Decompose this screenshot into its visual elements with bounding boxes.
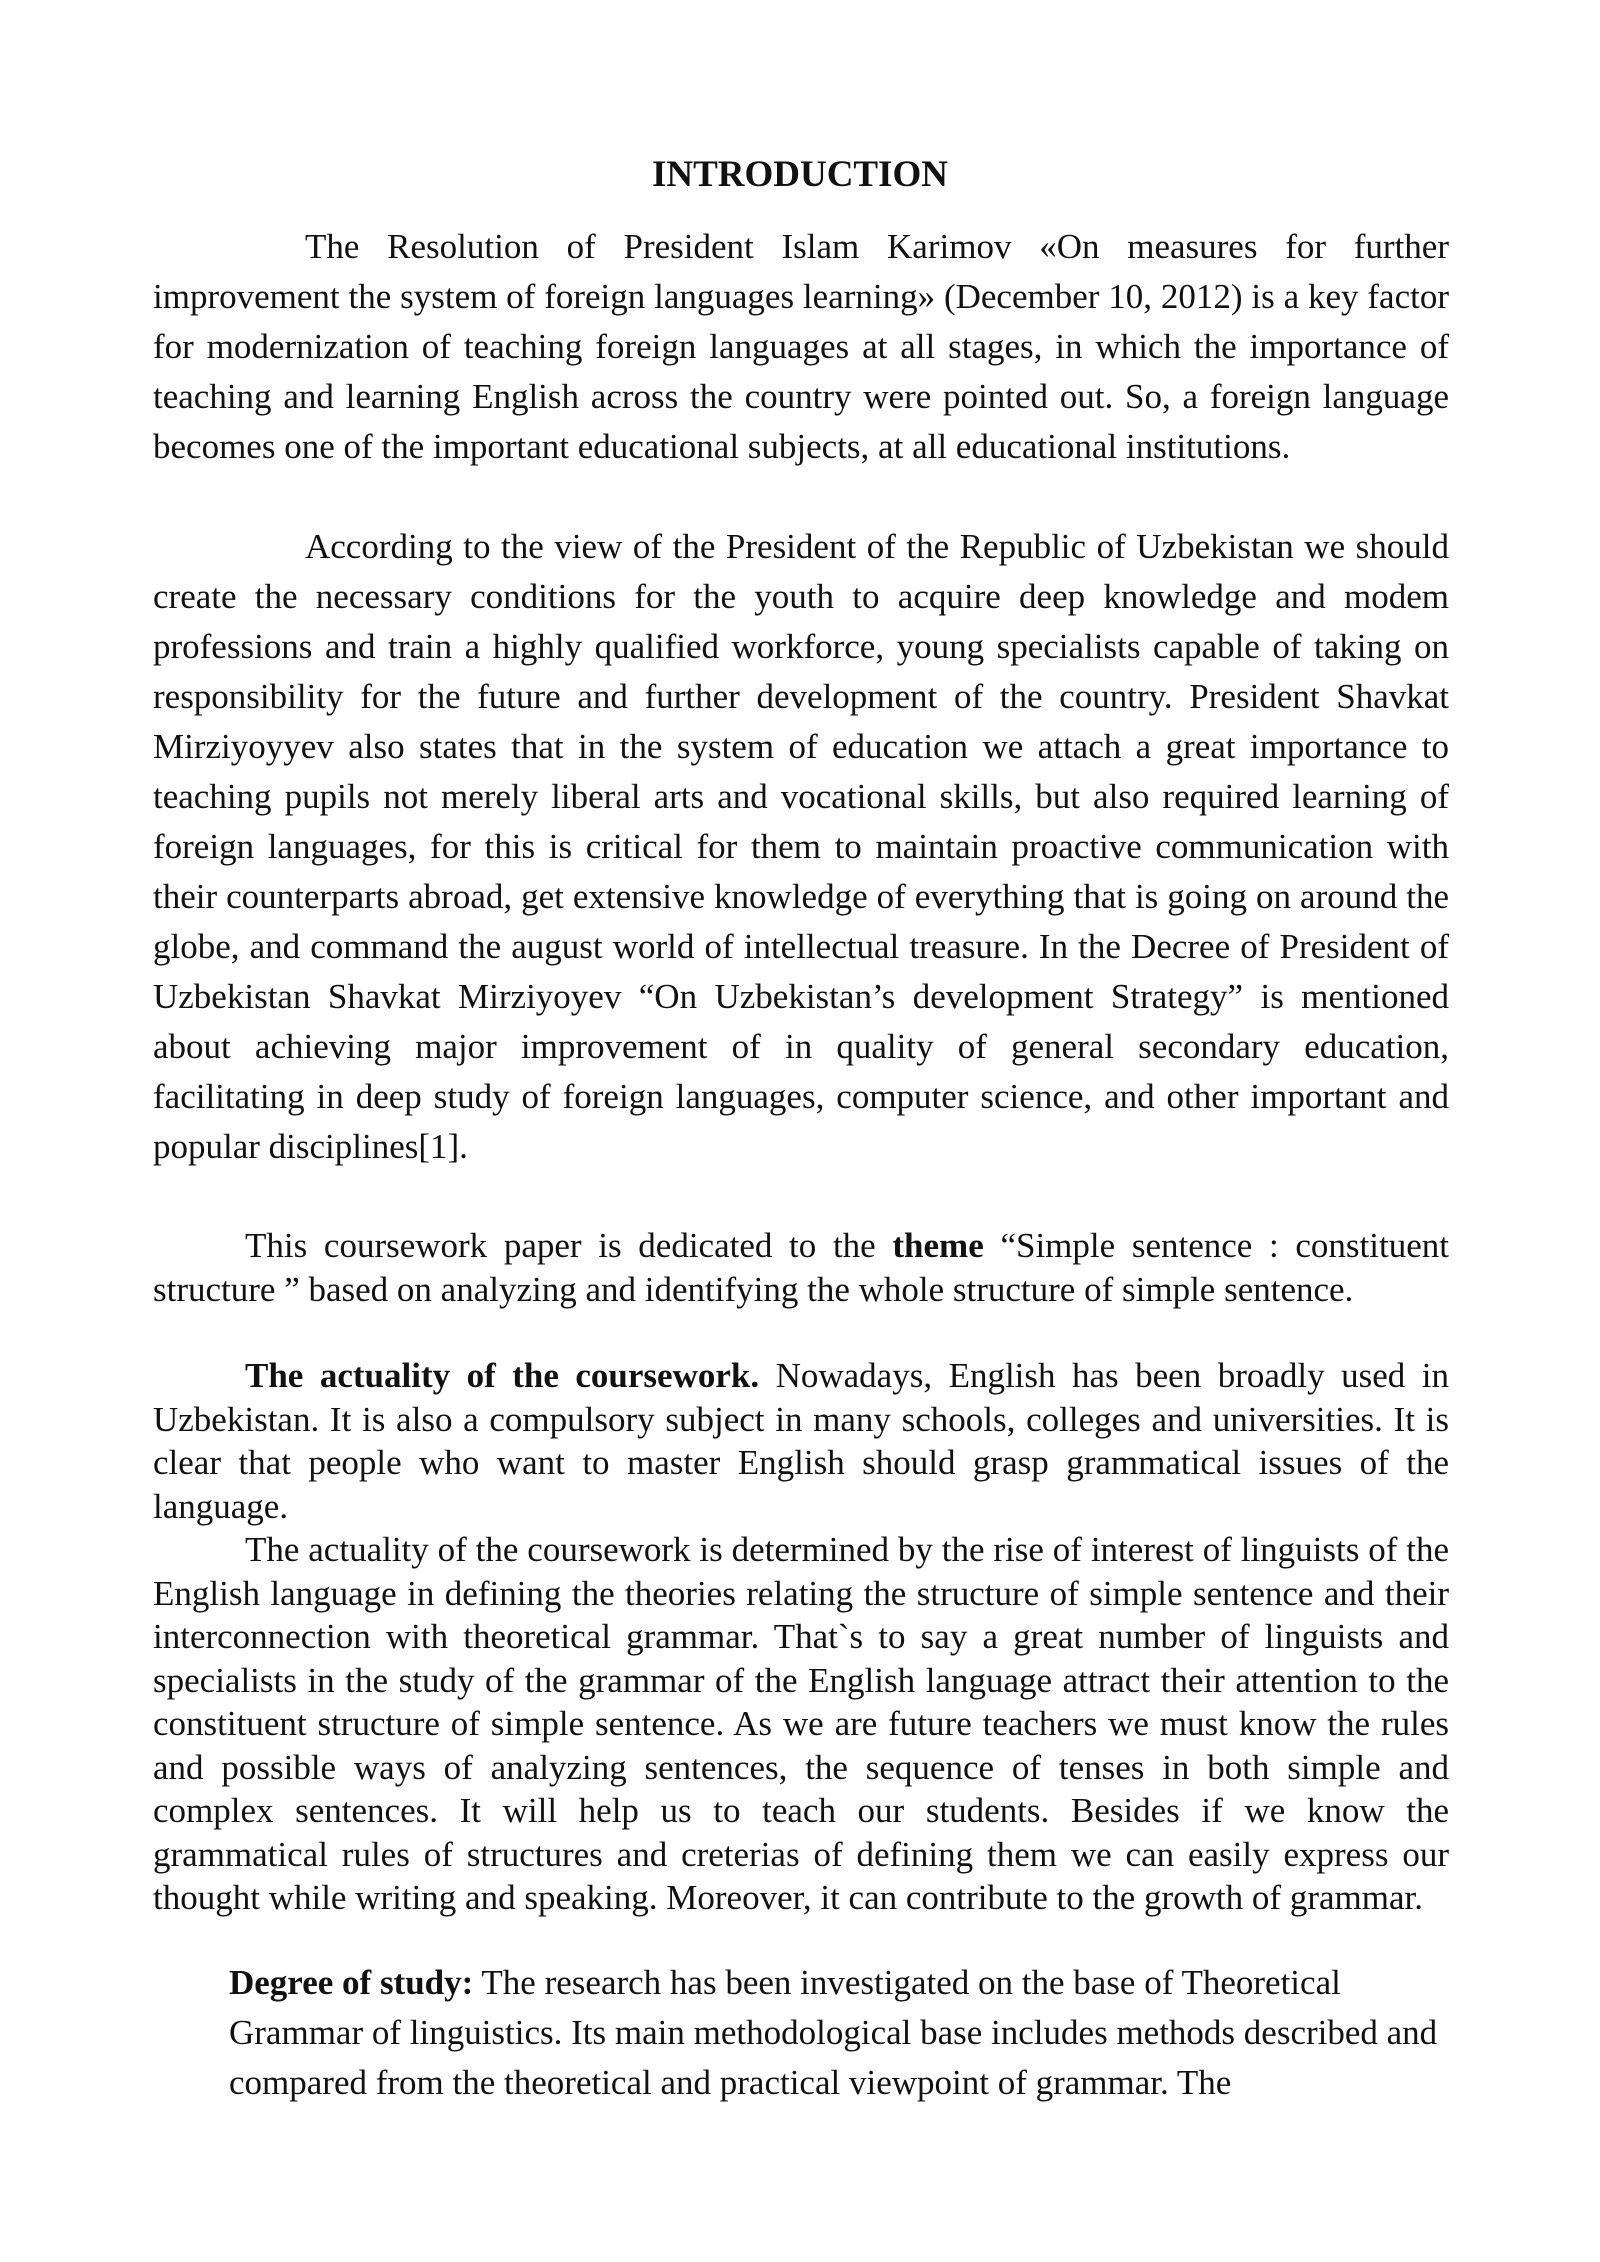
degree-bold-label: Degree of study:: [229, 1963, 474, 2002]
degree-text: The research has been investigated on the base of Theoretical Grammar of linguistics. Its main methodological base includes methods described and compared from the theoretical and practical viewpoint of grammar. The: [229, 1963, 1438, 2102]
page-heading: INTRODUCTION: [651, 154, 949, 195]
paragraph-president-view: According to the view of the President of the Republic of Uzbekistan we should create the necessary conditions for the youth to acquire deep knowledge and modem professions and train a highly qualified workforce, young specialists capable of taking on responsibility for the future and further development of the country. President Shavkat Mirziyoyyev also states that in the system of education we attach a great importance to teaching pupils not merely liberal arts and vocational skills, but also required learning of foreign languages, for this is critical for them to maintain proactive communication with their counterparts abroad, get extensive knowledge of everything that is going on around the globe, and command the august world of intellectual treasure. In the Decree of President of Uzbekistan Shavkat Mirziyoyev “On Uzbekistan’s development Strategy” is mentioned about achieving major improvement of in quality of general secondary education, facilitating in deep study of foreign languages, computer science, and other important and popular disciplines[1].: [153, 527, 1449, 1166]
paragraph-actuality-detail: The actuality of the coursework is determined by the rise of interest of linguists of the English language in defining the theories relating the structure of simple sentence and their interconnection with theoretical grammar. That`s to say a great number of linguists and specialists in the study of the grammar of the English language attract their attention to the constituent structure of simple sentence. As we are future teachers we must know the rules and possible ways of analyzing sentences, the sequence of tenses in both simple and complex sentences. It will help us to teach our students. Besides if we know the grammatical rules of structures and creterias of defining them we can easily express our thought while writing and speaking. Moreover, it can contribute to the growth of grammar.: [153, 1530, 1449, 1917]
paragraph-degree-of-study: [229, 1958, 1469, 2108]
actuality-bold-label: The actuality of the coursework.: [245, 1356, 760, 1395]
theme-text: “Simple sentence : constituent structure ” based on analyzing and identifying the whole structure of simple sentence.: [153, 1226, 1449, 1309]
theme-intro-text: This coursework paper is dedicated to the: [245, 1226, 893, 1265]
paragraph-resolution: The Resolution of President Islam Karimov «On measures for further improvement the system of foreign languages learning» (December 10, 2012) is a key factor for modernization of teaching foreign languages at all stages, in which the importance of teaching and learning English across the country were pointed out. So, a foreign language becomes one of the important educational subjects, at all educational institutions.: [153, 227, 1449, 466]
paragraph-theme: [153, 1224, 1449, 1311]
theme-bold-label: theme: [892, 1226, 984, 1265]
actuality-text: Nowadays, English has been broadly used in Uzbekistan. It is also a compulsory subject in many schools, colleges and universities. It is clear that people who want to master English should grasp grammatical issues of the language.: [153, 1356, 1449, 1526]
paragraph-actuality: [153, 1354, 1449, 1528]
